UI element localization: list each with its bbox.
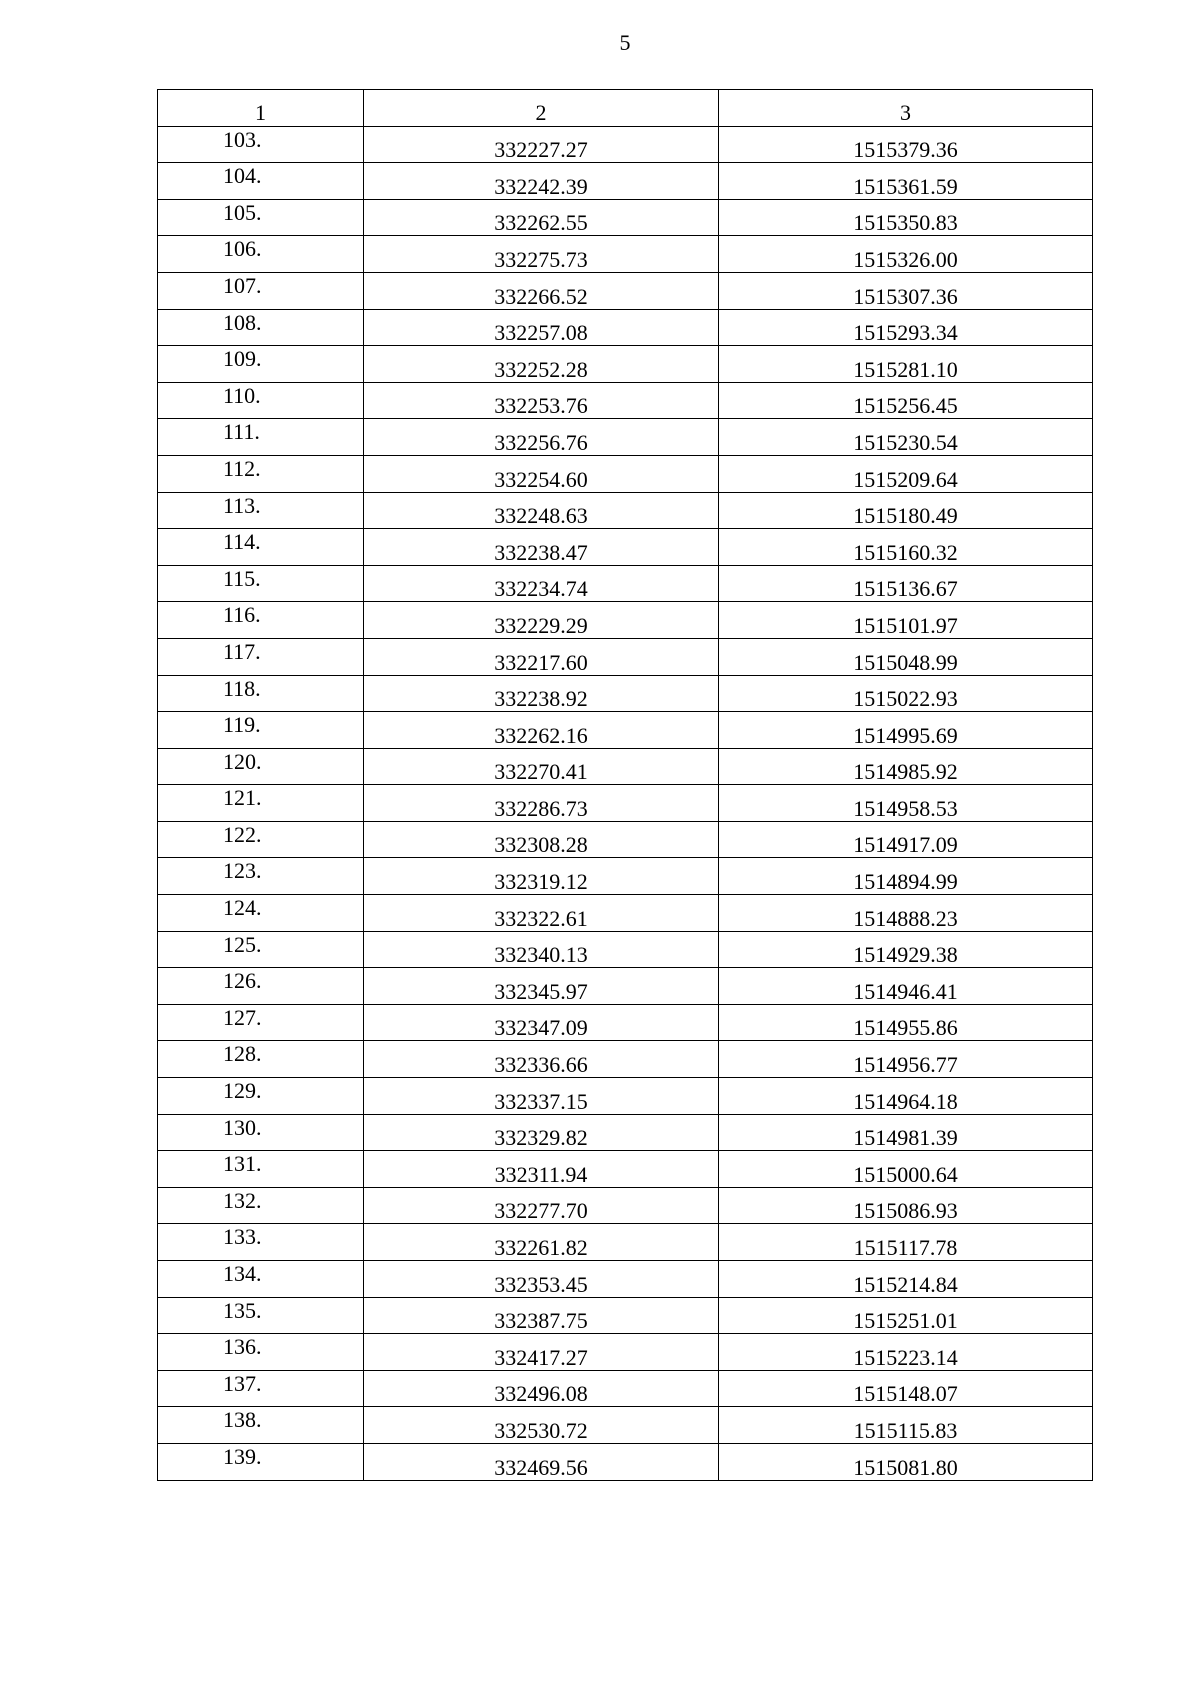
coordinate-y-cell: 1515000.64 bbox=[719, 1151, 1093, 1188]
table-row bbox=[158, 1370, 1093, 1407]
point-number-cell: 106. bbox=[158, 236, 364, 273]
point-number-cell: 103. bbox=[158, 126, 364, 163]
coordinate-x-cell: 332254.60 bbox=[364, 455, 719, 492]
coordinate-x-cell: 332337.15 bbox=[364, 1078, 719, 1115]
coordinate-y-cell: 1515148.07 bbox=[719, 1370, 1093, 1407]
point-number-cell: 123. bbox=[158, 858, 364, 895]
table-row bbox=[158, 1297, 1093, 1334]
coordinate-x-cell: 332227.27 bbox=[364, 126, 719, 163]
table-row bbox=[158, 712, 1093, 749]
coordinate-y-cell: 1515209.64 bbox=[719, 455, 1093, 492]
coordinate-y-cell: 1515361.59 bbox=[719, 163, 1093, 200]
page-number: 5 bbox=[619, 30, 631, 55]
coordinate-x-cell: 332238.47 bbox=[364, 529, 719, 566]
coordinate-y-cell: 1515281.10 bbox=[719, 346, 1093, 383]
table-row bbox=[158, 968, 1093, 1005]
coordinate-x-cell: 332253.76 bbox=[364, 382, 719, 419]
coordinate-y-cell: 1514888.23 bbox=[719, 895, 1093, 932]
column-header-1: 1 bbox=[158, 90, 364, 127]
coordinate-y-cell: 1515160.32 bbox=[719, 529, 1093, 566]
point-number-cell: 134. bbox=[158, 1261, 364, 1298]
point-number-cell: 108. bbox=[158, 309, 364, 346]
header-row bbox=[158, 90, 1093, 127]
coordinate-x-cell: 332387.75 bbox=[364, 1297, 719, 1334]
table-row bbox=[158, 199, 1093, 236]
coordinate-x-cell: 332345.97 bbox=[364, 968, 719, 1005]
coordinate-y-cell: 1515180.49 bbox=[719, 492, 1093, 529]
table-row bbox=[158, 1443, 1093, 1480]
table-row bbox=[158, 455, 1093, 492]
point-number-cell: 107. bbox=[158, 272, 364, 309]
table-row bbox=[158, 126, 1093, 163]
point-number-cell: 135. bbox=[158, 1297, 364, 1334]
coordinate-y-cell: 1515251.01 bbox=[719, 1297, 1093, 1334]
coordinate-y-cell: 1515136.67 bbox=[719, 565, 1093, 602]
point-number-cell: 112. bbox=[158, 455, 364, 492]
table-header bbox=[158, 90, 1093, 127]
table-row bbox=[158, 1224, 1093, 1261]
coordinate-y-cell: 1515230.54 bbox=[719, 419, 1093, 456]
table-row bbox=[158, 748, 1093, 785]
coordinate-y-cell: 1514929.38 bbox=[719, 931, 1093, 968]
coordinate-y-cell: 1515117.78 bbox=[719, 1224, 1093, 1261]
coordinate-x-cell: 332340.13 bbox=[364, 931, 719, 968]
coordinate-y-cell: 1514985.92 bbox=[719, 748, 1093, 785]
coordinate-x-cell: 332262.16 bbox=[364, 712, 719, 749]
point-number-cell: 104. bbox=[158, 163, 364, 200]
table-row bbox=[158, 1407, 1093, 1444]
coordinate-y-cell: 1515256.45 bbox=[719, 382, 1093, 419]
table-row bbox=[158, 309, 1093, 346]
coordinate-x-cell: 332530.72 bbox=[364, 1407, 719, 1444]
table-row bbox=[158, 529, 1093, 566]
table-row bbox=[158, 1114, 1093, 1151]
coordinates-table bbox=[157, 89, 1093, 1481]
coordinate-y-cell: 1514958.53 bbox=[719, 785, 1093, 822]
point-number-cell: 138. bbox=[158, 1407, 364, 1444]
coordinate-y-cell: 1515326.00 bbox=[719, 236, 1093, 273]
table-row bbox=[158, 272, 1093, 309]
coordinate-x-cell: 332229.29 bbox=[364, 602, 719, 639]
point-number-cell: 137. bbox=[158, 1370, 364, 1407]
coordinate-x-cell: 332319.12 bbox=[364, 858, 719, 895]
point-number-cell: 130. bbox=[158, 1114, 364, 1151]
table-row bbox=[158, 602, 1093, 639]
coordinate-y-cell: 1514964.18 bbox=[719, 1078, 1093, 1115]
coordinate-x-cell: 332353.45 bbox=[364, 1261, 719, 1298]
point-number-cell: 122. bbox=[158, 821, 364, 858]
table-row bbox=[158, 1078, 1093, 1115]
coordinate-y-cell: 1515293.34 bbox=[719, 309, 1093, 346]
point-number-cell: 111. bbox=[158, 419, 364, 456]
coordinate-y-cell: 1515048.99 bbox=[719, 638, 1093, 675]
coordinate-x-cell: 332469.56 bbox=[364, 1443, 719, 1480]
coordinate-y-cell: 1514955.86 bbox=[719, 1004, 1093, 1041]
coordinate-x-cell: 332266.52 bbox=[364, 272, 719, 309]
coordinate-y-cell: 1515022.93 bbox=[719, 675, 1093, 712]
coordinate-y-cell: 1514981.39 bbox=[719, 1114, 1093, 1151]
table-row bbox=[158, 1334, 1093, 1371]
coordinate-x-cell: 332270.41 bbox=[364, 748, 719, 785]
coordinate-x-cell: 332257.08 bbox=[364, 309, 719, 346]
point-number-cell: 131. bbox=[158, 1151, 364, 1188]
coordinate-y-cell: 1515379.36 bbox=[719, 126, 1093, 163]
coordinate-x-cell: 332252.28 bbox=[364, 346, 719, 383]
coordinate-x-cell: 332277.70 bbox=[364, 1187, 719, 1224]
table-row bbox=[158, 1261, 1093, 1298]
table-row bbox=[158, 236, 1093, 273]
coordinate-x-cell: 332262.55 bbox=[364, 199, 719, 236]
point-number-cell: 129. bbox=[158, 1078, 364, 1115]
table-row bbox=[158, 1187, 1093, 1224]
coordinate-y-cell: 1514917.09 bbox=[719, 821, 1093, 858]
point-number-cell: 132. bbox=[158, 1187, 364, 1224]
point-number-cell: 120. bbox=[158, 748, 364, 785]
coordinate-x-cell: 332234.74 bbox=[364, 565, 719, 602]
point-number-cell: 127. bbox=[158, 1004, 364, 1041]
point-number-cell: 117. bbox=[158, 638, 364, 675]
coordinate-x-cell: 332256.76 bbox=[364, 419, 719, 456]
coordinate-y-cell: 1515350.83 bbox=[719, 199, 1093, 236]
table-row bbox=[158, 346, 1093, 383]
coordinate-y-cell: 1514956.77 bbox=[719, 1041, 1093, 1078]
point-number-cell: 110. bbox=[158, 382, 364, 419]
point-number-cell: 105. bbox=[158, 199, 364, 236]
coordinate-y-cell: 1514995.69 bbox=[719, 712, 1093, 749]
coordinate-x-cell: 332238.92 bbox=[364, 675, 719, 712]
point-number-cell: 128. bbox=[158, 1041, 364, 1078]
coordinate-x-cell: 332329.82 bbox=[364, 1114, 719, 1151]
table-row bbox=[158, 1151, 1093, 1188]
table-row bbox=[158, 858, 1093, 895]
coordinate-x-cell: 332417.27 bbox=[364, 1334, 719, 1371]
table-row bbox=[158, 1041, 1093, 1078]
table-row bbox=[158, 163, 1093, 200]
table-row bbox=[158, 1004, 1093, 1041]
table-row bbox=[158, 382, 1093, 419]
coordinate-y-cell: 1514946.41 bbox=[719, 968, 1093, 1005]
table-row bbox=[158, 419, 1093, 456]
table-row bbox=[158, 675, 1093, 712]
column-header-2: 2 bbox=[364, 90, 719, 127]
coordinate-x-cell: 332242.39 bbox=[364, 163, 719, 200]
coordinate-y-cell: 1515115.83 bbox=[719, 1407, 1093, 1444]
coordinate-x-cell: 332217.60 bbox=[364, 638, 719, 675]
table-row bbox=[158, 895, 1093, 932]
column-header-3: 3 bbox=[719, 90, 1093, 127]
coordinate-x-cell: 332248.63 bbox=[364, 492, 719, 529]
coordinate-y-cell: 1514894.99 bbox=[719, 858, 1093, 895]
coordinate-y-cell: 1515307.36 bbox=[719, 272, 1093, 309]
point-number-cell: 114. bbox=[158, 529, 364, 566]
coordinate-x-cell: 332322.61 bbox=[364, 895, 719, 932]
table-row bbox=[158, 638, 1093, 675]
point-number-cell: 109. bbox=[158, 346, 364, 383]
point-number-cell: 113. bbox=[158, 492, 364, 529]
coordinate-y-cell: 1515101.97 bbox=[719, 602, 1093, 639]
table-row bbox=[158, 821, 1093, 858]
point-number-cell: 121. bbox=[158, 785, 364, 822]
coordinate-x-cell: 332336.66 bbox=[364, 1041, 719, 1078]
point-number-cell: 136. bbox=[158, 1334, 364, 1371]
point-number-cell: 115. bbox=[158, 565, 364, 602]
coordinate-x-cell: 332261.82 bbox=[364, 1224, 719, 1261]
coordinate-y-cell: 1515081.80 bbox=[719, 1443, 1093, 1480]
coordinate-x-cell: 332347.09 bbox=[364, 1004, 719, 1041]
point-number-cell: 116. bbox=[158, 602, 364, 639]
table-row bbox=[158, 785, 1093, 822]
coordinate-y-cell: 1515214.84 bbox=[719, 1261, 1093, 1298]
table-row bbox=[158, 492, 1093, 529]
point-number-cell: 124. bbox=[158, 895, 364, 932]
point-number-cell: 119. bbox=[158, 712, 364, 749]
point-number-cell: 118. bbox=[158, 675, 364, 712]
coordinate-x-cell: 332286.73 bbox=[364, 785, 719, 822]
table-row bbox=[158, 931, 1093, 968]
point-number-cell: 133. bbox=[158, 1224, 364, 1261]
coordinate-x-cell: 332308.28 bbox=[364, 821, 719, 858]
point-number-cell: 139. bbox=[158, 1443, 364, 1480]
coordinate-x-cell: 332496.08 bbox=[364, 1370, 719, 1407]
table-body bbox=[158, 126, 1093, 1480]
table-row bbox=[158, 565, 1093, 602]
coordinate-x-cell: 332311.94 bbox=[364, 1151, 719, 1188]
coordinate-y-cell: 1515223.14 bbox=[719, 1334, 1093, 1371]
coordinate-y-cell: 1515086.93 bbox=[719, 1187, 1093, 1224]
point-number-cell: 126. bbox=[158, 968, 364, 1005]
coordinate-x-cell: 332275.73 bbox=[364, 236, 719, 273]
point-number-cell: 125. bbox=[158, 931, 364, 968]
